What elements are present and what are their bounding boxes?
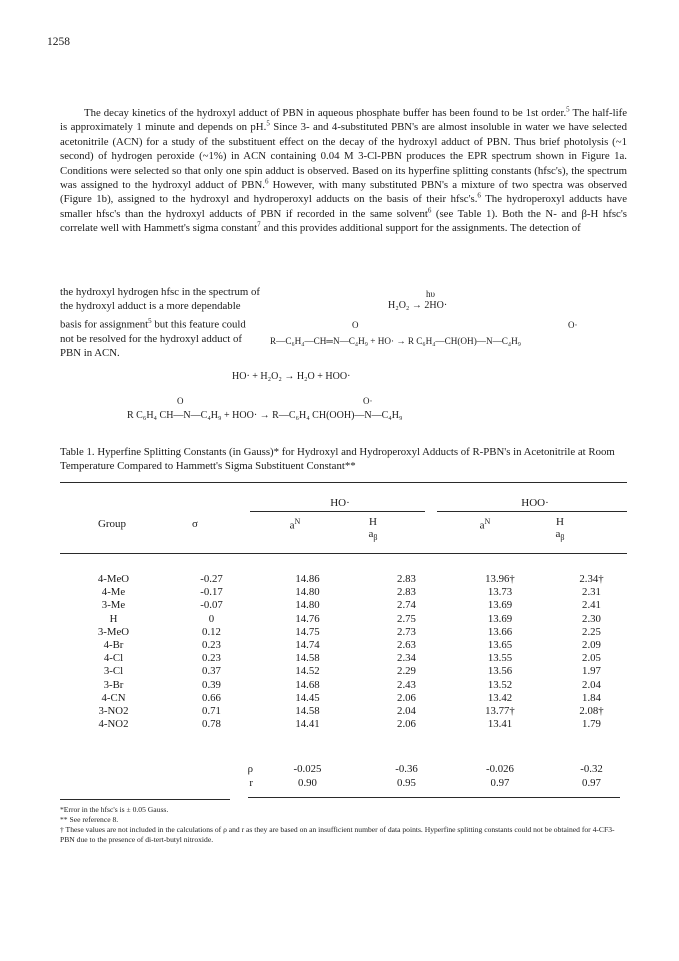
continuation-paragraph	[60, 285, 260, 361]
cell-hoo-ah: 2.30	[582, 612, 601, 625]
stat-symbol: ρ	[247, 763, 253, 775]
hoo-an-a: a	[479, 519, 485, 532]
footnote-error: *Error in the hfsc's is ± 0.05 Gauss.	[60, 805, 169, 814]
col-ho-an-header	[275, 517, 315, 532]
cell-sigma: 0.12	[202, 625, 221, 638]
stat-ho-ah: -0.36	[395, 763, 418, 775]
cell-sigma: 0.66	[202, 691, 221, 704]
eq-addition: R—C₆H₄—CH═N—C₄H₉ + HO· → R C₆H₄—CH(OH)—N—C₄H₉	[270, 336, 521, 346]
cell-group: 4-NO2	[98, 718, 129, 731]
eq-hydroperoxyl: R C₆H₄ CH—N—C₄H₉ + HOO· → R—C₆H₄ CH(OOH)—N—C₄H₉	[127, 410, 403, 421]
cell-ho-an: 14.58	[295, 705, 320, 718]
table-row	[60, 626, 637, 639]
header-ho: HO·	[330, 497, 350, 509]
cell-hoo-an: 13.73	[487, 586, 513, 599]
hoo-ah-sub: β	[560, 533, 565, 543]
stat-hoo-an: 0.97	[490, 777, 510, 789]
cell-ho-an: 14.75	[295, 625, 320, 638]
footnote-reference: ** See reference 8.	[60, 815, 119, 824]
cell-ho-ah: 2.29	[397, 665, 416, 678]
cell-ho-ah: 2.43	[397, 678, 416, 691]
cell-ho-ah: 2.74	[397, 599, 416, 612]
cell-ho-an: 14.76	[295, 612, 320, 625]
footnote-rule	[60, 799, 230, 800]
cell-hoo-ah: 2.08†	[579, 705, 604, 718]
stats-table	[60, 762, 637, 790]
cell-sigma: 0.23	[202, 652, 221, 665]
cell-ho-an: 14.86	[295, 573, 320, 585]
stat-symbol: r	[249, 777, 253, 789]
cell-ho-ah: 2.04	[397, 705, 416, 718]
cell-sigma: -0.07	[200, 599, 223, 612]
stat-ho-an: 0.90	[298, 777, 317, 789]
para-text-5: The hydroperoxyl adducts have smaller hfsc's than the hydroxyl adducts of PBN if recorded in the same solvent	[60, 193, 628, 220]
ho-ah-a: a	[368, 528, 374, 540]
eq-radical: HO· + H₂O₂ → H₂O + HOO·	[232, 371, 351, 382]
cell-group: 3-Br	[103, 678, 124, 691]
cell-group: 4-Cl	[103, 652, 124, 665]
eq-o-label-4: O·	[363, 396, 373, 406]
table-row	[60, 586, 637, 599]
cell-hoo-ah: 1.79	[582, 718, 601, 731]
cell-sigma: -0.17	[200, 586, 223, 599]
stat-ho-ah: 0.95	[397, 777, 416, 789]
table-row	[60, 665, 637, 678]
cell-ho-an: 14.45	[295, 691, 320, 704]
cell-ho-an: 14.52	[295, 665, 320, 678]
header-bottom-rule	[60, 553, 627, 554]
cont-text: the hydroxyl hydrogen hfsc in the spectrum of the hydroxyl adduct is a more dependable basis for assignment	[60, 286, 260, 331]
stats-row	[60, 776, 637, 790]
cell-group: 4-CN	[101, 691, 126, 704]
para-text-6: (see Table 1). Both the N- and β-H hfsc's correlate well with Hammett's sigma constant	[60, 207, 627, 235]
ref-6a: 6	[264, 177, 269, 186]
cell-hoo-an: 13.66	[487, 625, 513, 638]
ho-an-sup: N	[294, 517, 301, 526]
hoo-ah-a: a	[555, 528, 561, 540]
col-sigma-header: σ	[192, 518, 198, 530]
cell-hoo-an: 13.42	[487, 691, 513, 704]
hoo-ah-sup: H	[556, 516, 564, 528]
cell-ho-an: 14.41	[295, 718, 320, 731]
table-row	[60, 599, 637, 612]
cell-hoo-an: 13.77†	[485, 705, 515, 718]
cell-hoo-ah: 2.04	[582, 678, 601, 691]
cell-group: 3-Cl	[103, 665, 124, 678]
cell-hoo-ah: 2.25	[582, 625, 601, 638]
ref-5c: 5	[148, 316, 152, 325]
cell-sigma: -0.27	[200, 573, 223, 585]
para-text-3: Since 3- and 4-substituted PBN's are almost insoluble in water we have selected acetonitrile (ACN) for a study of the substituent effect on the decay of the hydroxyl adduct of PBN. Thus brief photolysis (~1 second) of hydrogen peroxide (~1%) in ACN containing 0.04 M 3-Cl-PBN produces the EPR spectrum shown in Figure 1a. Conditions were selected so that only one spin adduct is observed. Based on its hyperfine splitting constants (hfsc's), the spectrum was assigned to the hydroxyl adduct of PBN.	[60, 121, 627, 192]
ho-ah-sub: β	[373, 533, 378, 543]
col-ho-ah-header	[358, 516, 388, 544]
cont-tail: but this feature could not be resolved for the hydroxyl adduct of PBN in ACN.	[60, 318, 246, 360]
cell-ho-ah: 2.34	[397, 652, 416, 665]
col-group-header: Group	[97, 518, 127, 530]
ho-header-rule	[250, 511, 425, 512]
cell-ho-an: 14.58	[295, 652, 320, 665]
ref-6b: 6	[477, 191, 481, 200]
stats-row	[60, 762, 637, 776]
cell-sigma: 0.78	[202, 718, 221, 731]
cell-group: 3-NO2	[98, 705, 129, 718]
eq-o-label-1: O	[352, 320, 359, 330]
cell-ho-an: 14.68	[295, 678, 320, 691]
cell-hoo-an: 13.96†	[485, 573, 515, 585]
cell-sigma: 0.23	[202, 639, 221, 652]
cell-hoo-ah: 2.09	[582, 639, 601, 652]
stat-hoo-ah: 0.97	[582, 777, 601, 789]
cell-group: 3-MeO	[97, 625, 130, 638]
ref-7: 7	[257, 220, 261, 229]
cell-hoo-an: 13.52	[487, 678, 513, 691]
cell-hoo-an: 13.41	[487, 718, 513, 731]
cell-sigma: 0.37	[202, 665, 221, 678]
table-row	[60, 718, 637, 731]
cell-ho-an: 14.80	[295, 599, 320, 612]
stats-bottom-rule	[248, 797, 620, 798]
cell-ho-ah: 2.06	[397, 718, 416, 731]
hfsc-table-body	[60, 573, 637, 731]
stat-ho-an: -0.025	[293, 763, 322, 775]
cell-hoo-ah: 2.41	[582, 599, 601, 612]
eq-o-label-3: O	[177, 396, 184, 406]
footnote-dagger: † These values are not included in the calculations of ρ and r as they are based on an insufficient number of data points. Hyperfine splitting constants could not be obtained for 4-CF3-PBN due to the presence of di-tert-butyl nitroxide.	[60, 825, 615, 844]
para-text-1: The decay kinetics of the hydroxyl adduct of PBN in aqueous phosphate buffer has been found to be 1st order.	[84, 107, 567, 119]
ref-5a: 5	[566, 105, 570, 114]
table-row	[60, 705, 637, 718]
cell-group: H	[109, 612, 118, 625]
cell-hoo-an: 13.65	[487, 639, 513, 652]
stat-hoo-ah: -0.32	[580, 763, 603, 775]
cell-ho-ah: 2.63	[397, 639, 416, 652]
hoo-header-rule	[437, 511, 627, 512]
stat-hoo-an: -0.026	[486, 763, 514, 775]
table-row	[60, 573, 637, 586]
table-row	[60, 652, 637, 665]
cell-ho-an: 14.74	[295, 639, 320, 652]
cell-group: 4-Br	[103, 639, 124, 652]
cell-sigma: 0.71	[202, 705, 221, 718]
cell-ho-ah: 2.83	[397, 573, 416, 585]
cell-ho-ah: 2.06	[397, 691, 416, 704]
cell-ho-ah: 2.73	[397, 625, 416, 638]
para-text-4: However, with many substituted PBN's a mixture of two spectra was observed (Figure 1b), assigned to the hydroxyl and hydroperoxyl adducts on the basis of their hfsc's.	[60, 179, 627, 206]
table-caption: Table 1. Hyperfine Splitting Constants (in Gauss)* for Hydroxyl and Hydroperoxyl Adducts of R-PBN's in Acetonitrile at Room Temperature Compared to Hammett's Sigma Substituent Constant**	[60, 446, 615, 472]
table-row	[60, 639, 637, 652]
body-paragraph	[60, 106, 627, 236]
cell-hoo-ah: 2.05	[582, 652, 601, 665]
cell-hoo-ah: 2.31	[582, 586, 601, 599]
ho-an-a: a	[289, 519, 295, 532]
cell-group: 4-Me	[101, 586, 126, 599]
hoo-an-sup: N	[484, 517, 491, 526]
ref-5b: 5	[266, 119, 270, 128]
cell-hoo-ah: 2.34†	[579, 573, 604, 585]
eq-o-label-2: O·	[568, 320, 578, 330]
hfsc-table	[60, 573, 637, 731]
cell-ho-ah: 2.83	[397, 586, 416, 599]
cell-hoo-ah: 1.97	[582, 665, 601, 678]
table-row	[60, 613, 637, 626]
cell-sigma: 0	[208, 612, 215, 625]
table-row	[60, 679, 637, 692]
cell-hoo-ah: 1.84	[582, 691, 601, 704]
table-row	[60, 692, 637, 705]
cell-group: 4-MeO	[97, 573, 130, 585]
ref-6c: 6	[427, 206, 432, 215]
cell-hoo-an: 13.69	[487, 599, 513, 612]
eq-photolysis: H₂O₂ → 2HO·	[388, 300, 448, 311]
cell-ho-ah: 2.75	[397, 612, 416, 625]
stats-table-body	[60, 762, 637, 790]
cell-hoo-an: 13.69	[487, 612, 513, 625]
cell-group: 3-Me	[101, 599, 126, 612]
eq-hv: hυ	[426, 289, 435, 299]
cell-sigma: 0.39	[202, 678, 221, 691]
para-text-7: and this provides additional support for the assignments. The detection of	[260, 222, 581, 235]
table-top-rule	[60, 482, 627, 483]
cell-hoo-an: 13.56	[487, 665, 513, 678]
col-hoo-ah-header	[545, 516, 575, 544]
header-hoo: HOO·	[521, 497, 549, 509]
page-number: 1258	[47, 36, 70, 48]
cell-hoo-an: 13.55	[487, 652, 513, 665]
ho-ah-sup: H	[369, 516, 377, 528]
cell-ho-an: 14.80	[295, 586, 320, 599]
para-text-2: The half-life is approximately 1 minute and depends on pH.	[60, 107, 628, 134]
col-hoo-an-header	[465, 517, 505, 532]
